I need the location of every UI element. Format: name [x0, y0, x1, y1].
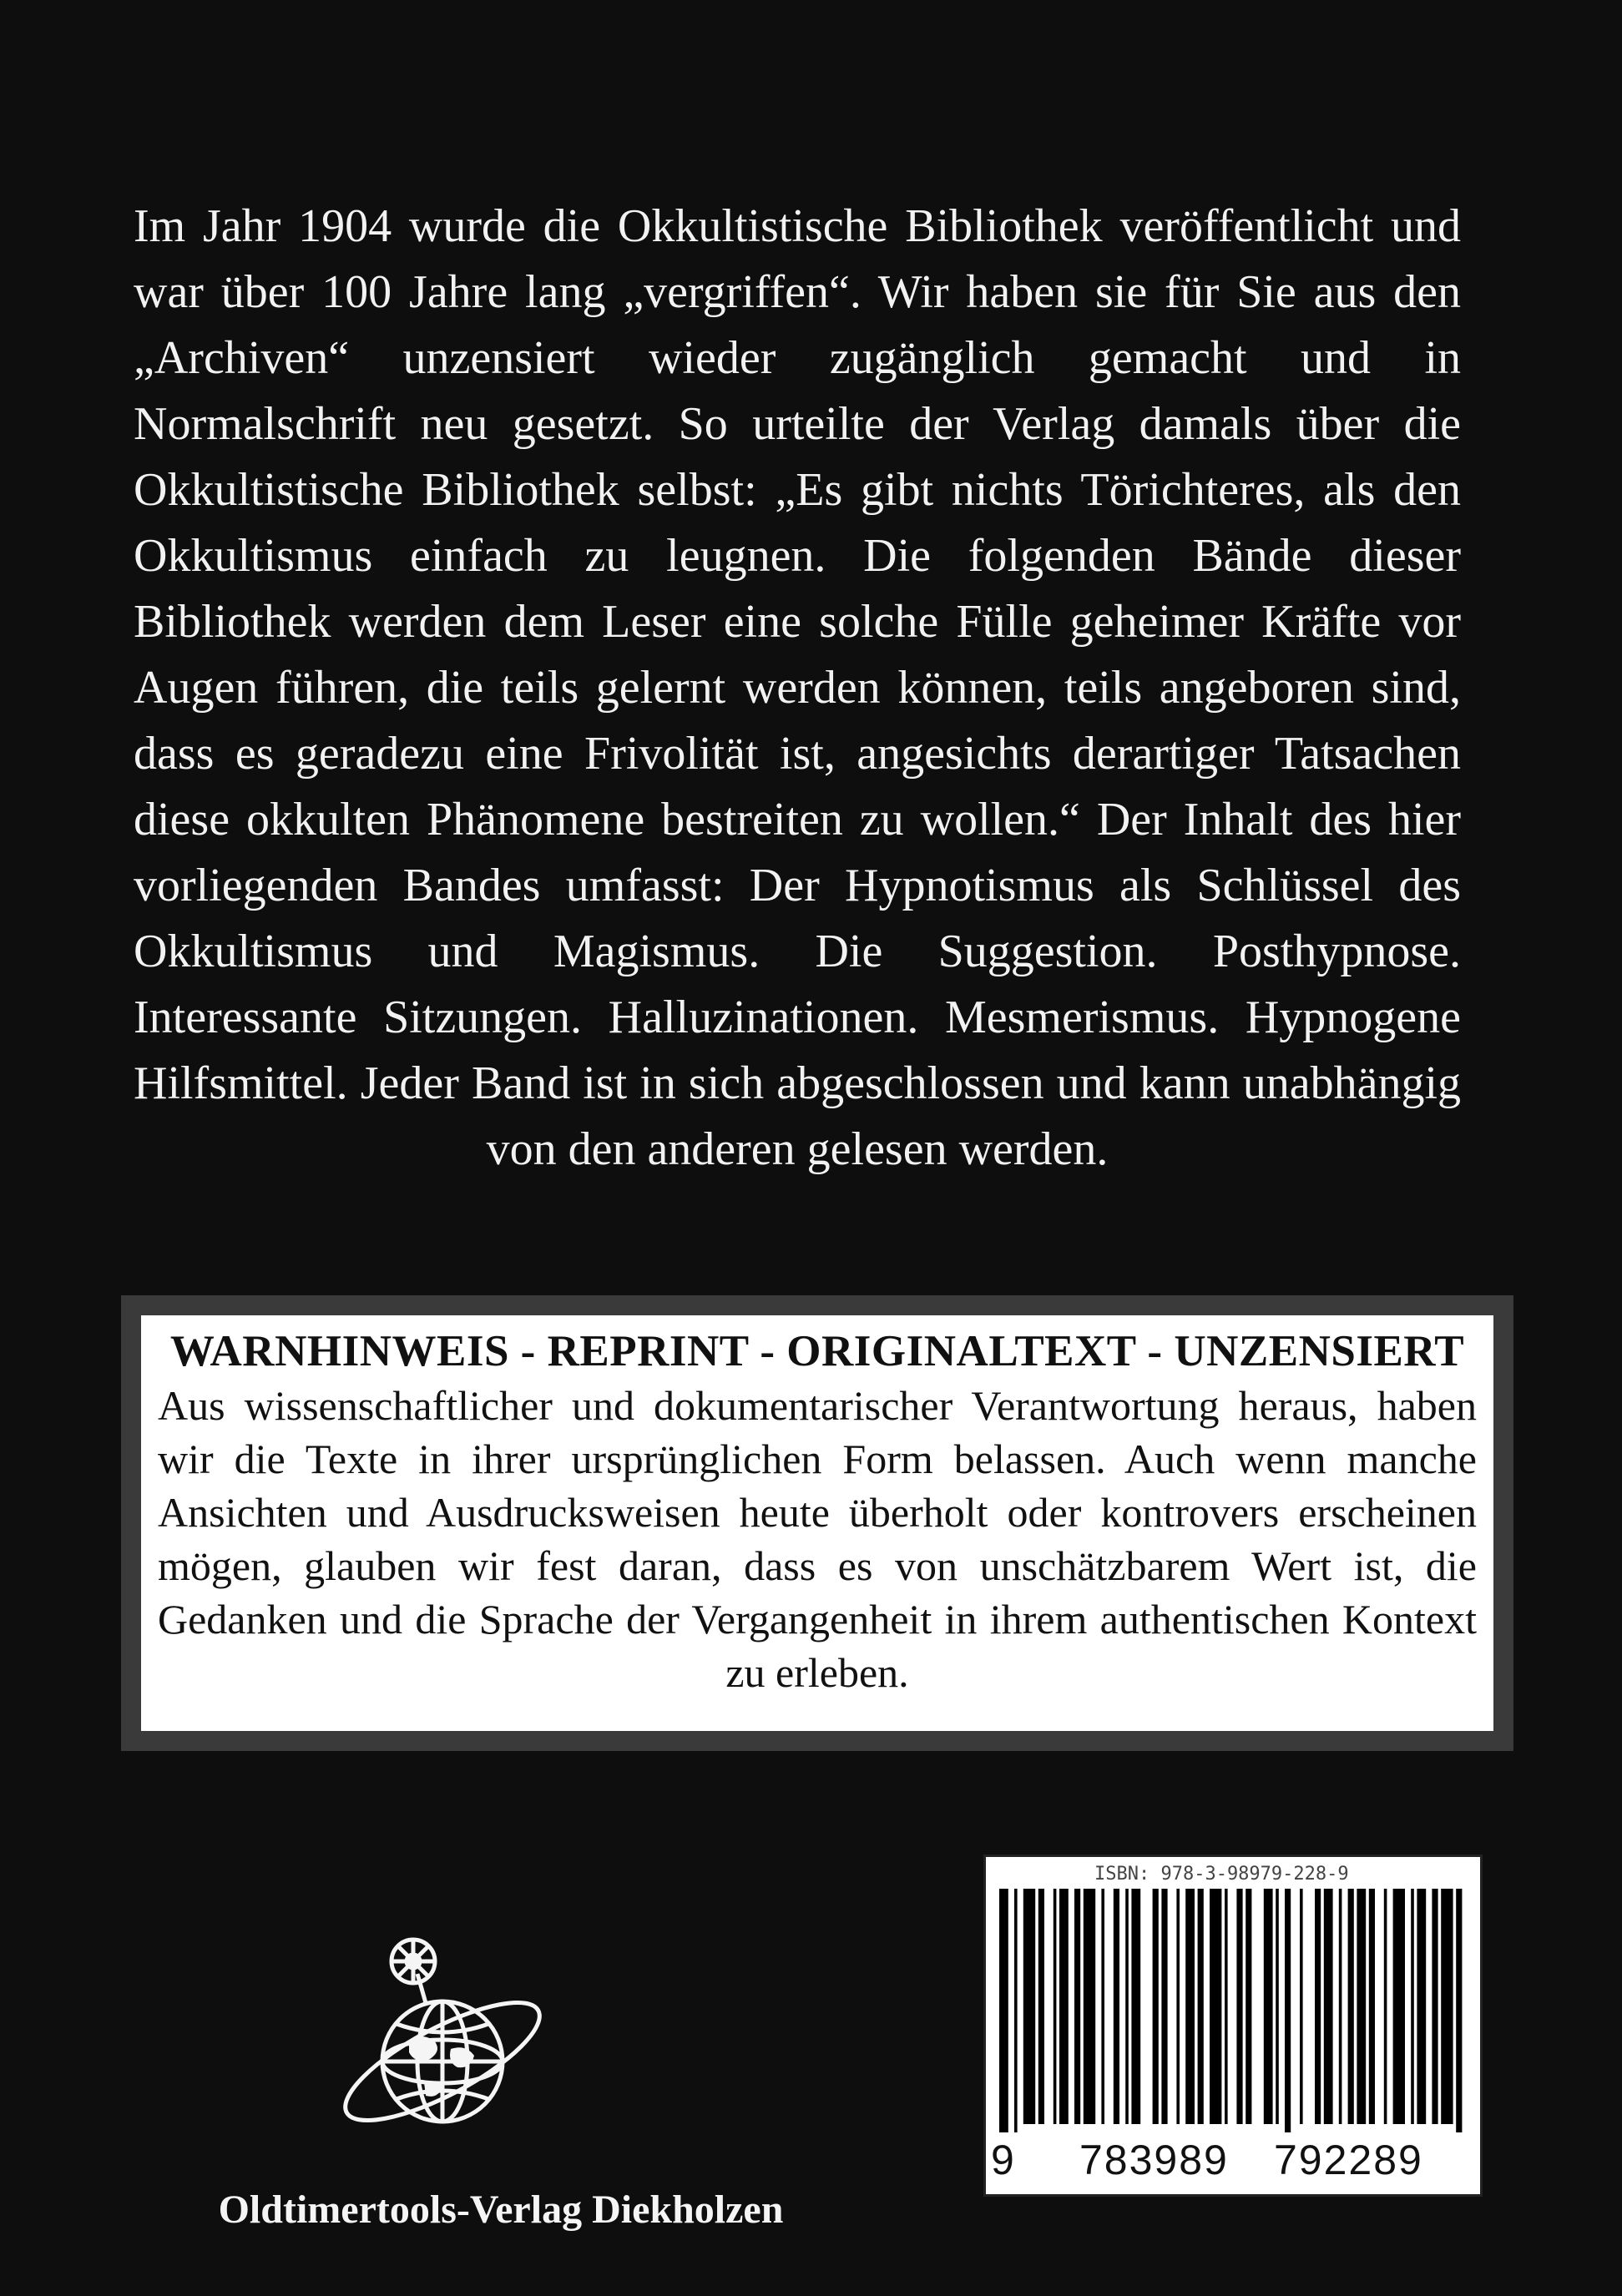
barcode-bar	[1101, 1889, 1104, 2124]
barcode-bar	[1161, 1889, 1167, 2124]
warning-title: WARNHINWEIS - REPRINT - ORIGINALTEXT - UNZENSIERT	[169, 1327, 1465, 1375]
blurb-text: Im Jahr 1904 wurde die Okkultistische Bibliothek veröffentlicht und war über 100 Jahre lang „vergriffen“. Wir haben sie für Sie aus den „Archiven“ unzensiert wieder zugänglich gemacht und in Normalschrift neu gesetzt. So urteilte der Verlag damals über die Okkultistische Bibliothek selbst: „Es gibt nichts Törichteres, als den Okkultismus einfach zu leugnen. Die folgenden Bände dieser Bibliothek werden dem Leser eine solche Fülle geheimer Kräfte vor Augen führen, die teils gelernt werden können, teils angeboren sind, dass es geradezu eine Frivolität ist, angesichts derartiger Tatsachen diese okkulten Phänomene bestreiten zu wollen.“ Der Inhalt des hier vorliegenden Bandes umfasst: Der Hypnotismus als Schlüssel des Okkultismus und Magismus. Die Suggestion. Posthypnose. Interessante Sitzungen. Halluzinationen. Mesmerismus. Hypnogene Hilfsmittel. Jeder Band ist in sich abgeschlossen und kann unabhängig von den anderen gelesen werden.	[134, 200, 1461, 1175]
barcode-bar	[1348, 1889, 1354, 2124]
barcode-bar	[1393, 1889, 1405, 2124]
barcode-bar	[1456, 1889, 1462, 2132]
barcode-bar	[1023, 1889, 1035, 2124]
barcode-digits-left: 783989	[1079, 2137, 1229, 2183]
barcode-bar	[1054, 1889, 1057, 2124]
warning-box	[121, 1295, 1513, 1751]
barcode-bar	[1084, 1889, 1095, 2124]
barcode-bar	[999, 1889, 1008, 2132]
barcode-bar	[1411, 1889, 1414, 2124]
barcode-bar	[1114, 1889, 1119, 2124]
isbn-label: ISBN: 978-3-98979-228-9	[1094, 1864, 1349, 1885]
barcode-bar	[1276, 1889, 1279, 2124]
barcode-digits-right: 792289	[1274, 2137, 1423, 2183]
publisher-name: Oldtimertools-Verlag Diekholzen	[218, 2188, 784, 2232]
barcode-bar	[1185, 1889, 1195, 2124]
barcode-bar	[1210, 1889, 1221, 2124]
barcode-bar	[1059, 1889, 1069, 2124]
barcode-bar	[1357, 1889, 1366, 2124]
barcode-bar	[1369, 1889, 1375, 2124]
barcode-digits	[986, 2136, 1480, 2186]
barcode-bar	[1441, 1889, 1453, 2124]
barcode-bar	[1125, 1889, 1129, 2124]
barcode-bar	[1153, 1889, 1159, 2124]
barcode-bar	[1038, 1889, 1044, 2124]
barcode-bar	[1384, 1889, 1387, 2124]
barcode-bar	[1074, 1889, 1080, 2124]
barcode-bar	[1264, 1889, 1273, 2124]
barcode-bar	[1236, 1889, 1242, 2124]
barcode-bar	[1198, 1889, 1204, 2124]
barcode-bar	[1315, 1889, 1321, 2124]
barcode-bar	[1285, 1889, 1291, 2132]
barcode-icon	[986, 1889, 1480, 2132]
barcode-bar	[1417, 1889, 1426, 2124]
barcode-bar	[1339, 1889, 1342, 2124]
barcode-bar	[1176, 1889, 1180, 2124]
barcode-bar	[1300, 1889, 1303, 2124]
warning-box-inner	[141, 1315, 1493, 1731]
barcode-bar	[1225, 1889, 1228, 2124]
barcode-bar	[1432, 1889, 1438, 2124]
barcode-bar	[1246, 1889, 1251, 2124]
barcode-bar	[1014, 1889, 1018, 2132]
barcode-bar	[1131, 1889, 1140, 2124]
barcode-digit-first: 9	[991, 2137, 1014, 2183]
barcode-panel	[983, 1854, 1483, 2197]
warning-text: Aus wissenschaftlicher und dokumentarischer Verantwortung heraus, haben wir die Texte in ihrer ursprünglichen Form belassen. Auch wenn manche Ansichten und Ausdrucksweisen heute überholt oder kontrovers erscheinen mögen, glauben wir fest daran, dass es von unschätzbarem Wert ist, die Gedanken und die Sprache der Vergangenheit in ihrem authentischen Kontext zu erleben.	[158, 1382, 1477, 1696]
barcode-bar	[1324, 1889, 1333, 2124]
globe-with-ring-and-flywheel-icon	[326, 1924, 559, 2157]
